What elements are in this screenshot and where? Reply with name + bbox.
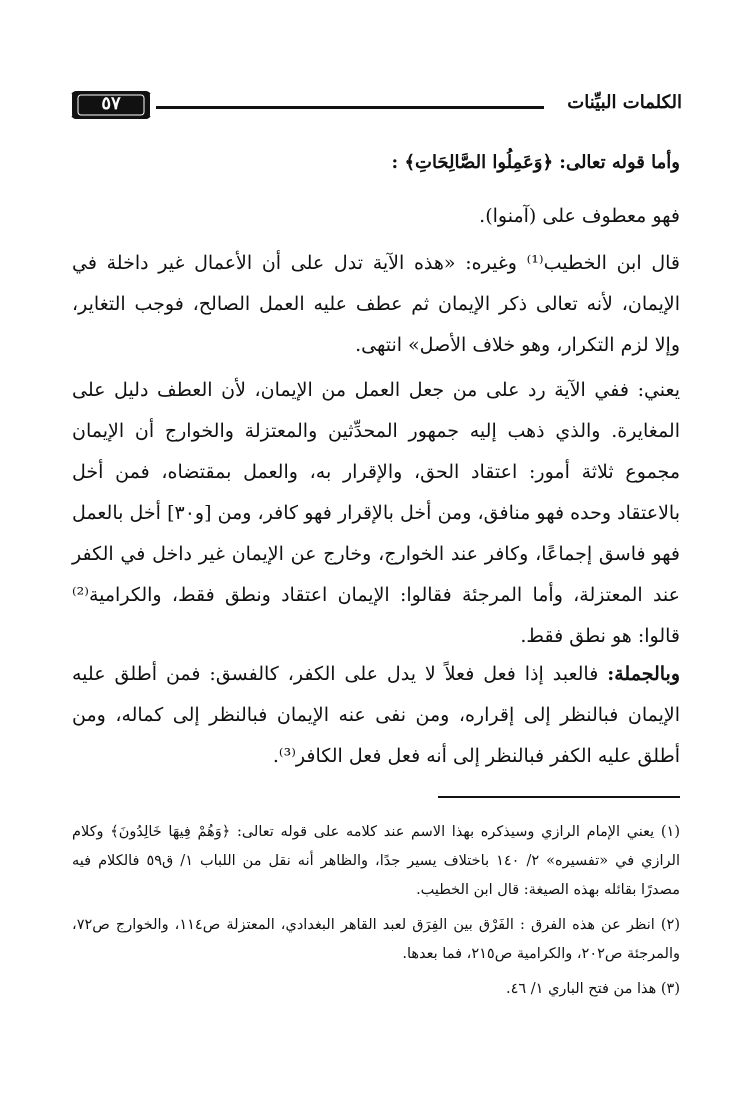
footnote-separator <box>438 796 680 798</box>
footnote-3: (٣) هذا من فتح الباري ١/ ٤٦. <box>505 981 680 997</box>
verse-heading: وأما قوله تعالى: ﴿وَعَمِلُوا الصَّالِحَاتِ﴾ : <box>391 152 680 173</box>
paragraph-4-body: فالعبد إذا فعل فعلاً لا يدل على الكفر، كالفسق: فمن أطلق عليه الإيمان فبالنظر إلى إقراره، ومن نفى عنه الإيمان فبالنظر إلى كماله، ومن أطلق عليه الكفر فبالنظر إلى أنه فعل فعل الكافر⁽³⁾. <box>72 663 680 767</box>
footnotes <box>72 818 680 1004</box>
paragraph-1: فهو معطوف على (آمنوا). <box>479 205 680 227</box>
footnote-2: (٢) انظر عن هذه الفرق : الفَرْق بين الفِرَق لعبد القاهر البغدادي، المعتزلة ص١١٤، والخوارج ص٧٢، والمرجئة ص٢٠٢، والكرامية ص٢١٥، فما بعدها. <box>72 917 680 962</box>
paragraph-2: قال ابن الخطيب⁽¹⁾ وغيره: «هذه الآية تدل على أن الأعمال غير داخلة في الإيمان، لأنه تعالى ذكر الإيمان ثم عطف عليه العمل الصالح، فوجب التغاير، وإلا لزم التكرار، وهو خلاف الأصل» انتهى. <box>72 252 680 356</box>
footnote-1: (١) يعني الإمام الرازي وسيذكره بهذا الاسم عند كلامه على قوله تعالى: ﴿وَهُمْ فِيهَا خَالِدُونَ﴾ وكلام الرازي في «تفسيره» ٢/ ١٤٠ باختلاف يسير جدًا، والظاهر أنه نقل من اللباب ١/ ق٥٩ فالكلام فيه مصدرًا بقائله بهذه الصيغة: قال ابن الخطيب. <box>72 824 681 898</box>
paragraph-3: يعني: ففي الآية رد على من جعل العمل من الإيمان، لأن العطف دليل على المغايرة. والذي ذهب إليه جمهور المحدِّثين والمعتزلة والخوارج أن الإيمان مجموع ثلاثة أمور: اعتقاد الحق، والإقرار به، والعمل بمقتضاه، فمن أخل بالاعتقاد وحده فهو منافق، ومن أخل بالإقرار فهو كافر، ومن [و٣٠] أخل بالعمل فهو فاسق إجماعًا، وكافر عند الخوارج، وخارج عن الإيمان غير داخل في الكفر عند المعتزلة، وأما المرجئة فقالوا: الإيمان اعتقاد ونطق فقط، والكرامية⁽²⁾ قالوا: هو نطق فقط. <box>72 379 680 647</box>
running-header <box>70 86 682 126</box>
paragraph-4 <box>72 654 680 777</box>
header-rule <box>156 106 544 109</box>
page-number: ٥٧ <box>101 93 121 114</box>
page-number-badge <box>70 88 152 122</box>
book-title: الكلمات البيِّنات <box>567 92 682 113</box>
paragraph-4-lead: وبالجملة: <box>607 663 680 685</box>
